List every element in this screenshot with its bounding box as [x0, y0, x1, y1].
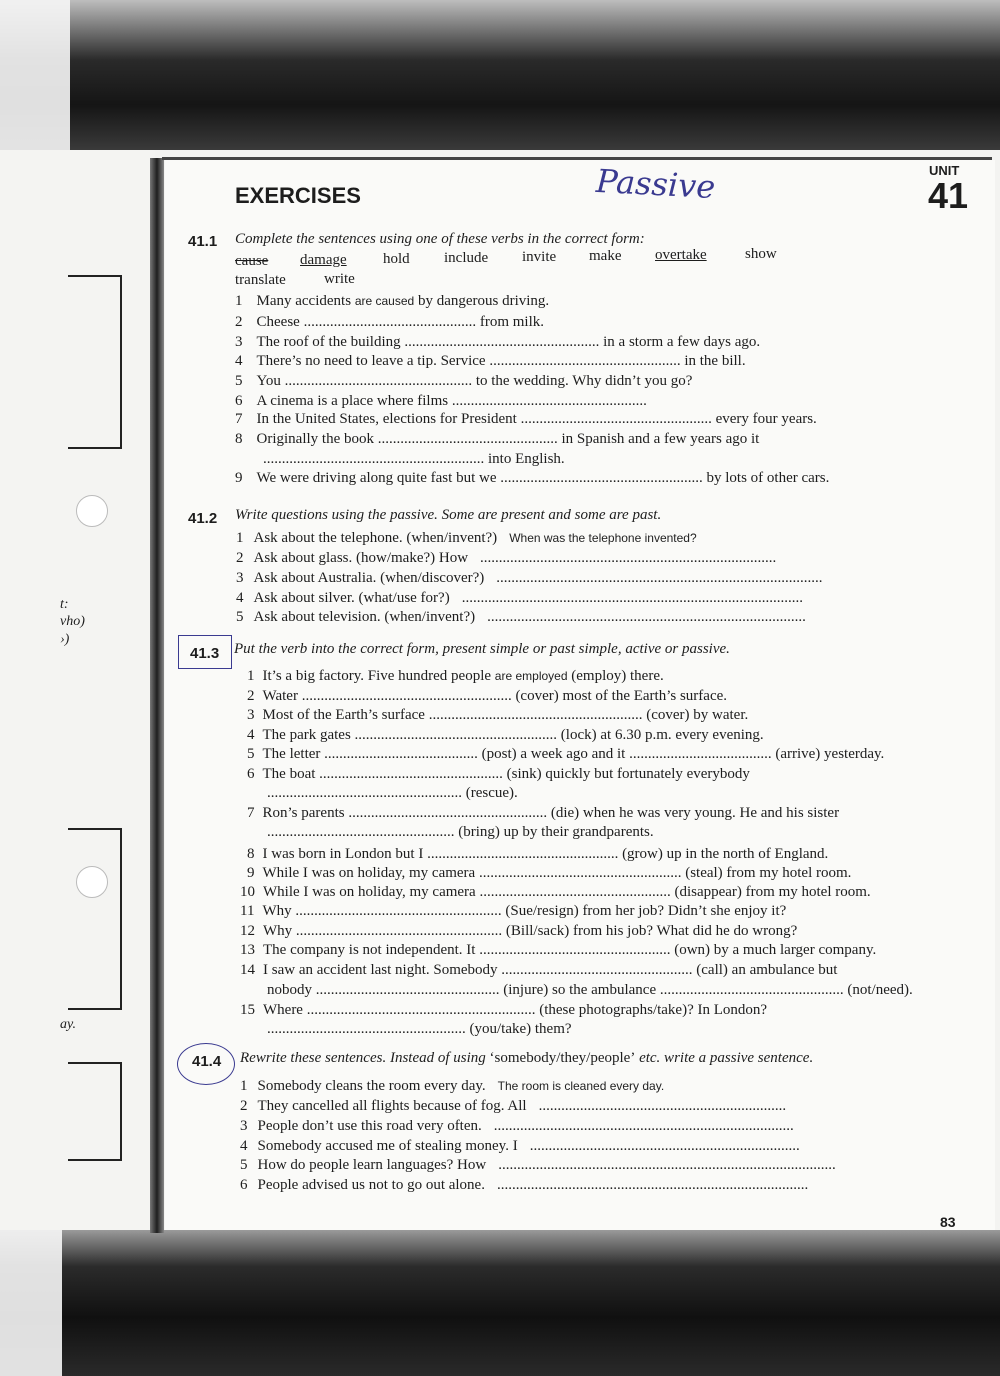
item-text: How do people learn languages? How: [257, 1157, 487, 1173]
answer-blank: ...................................................: [520, 411, 712, 427]
answer-blank: .....................................................................................: [487, 609, 806, 625]
item-text-end: every four years.: [711, 411, 817, 427]
exercise-item: [240, 942, 876, 959]
margin-bracket: [68, 1062, 122, 1161]
verb-option: translate: [235, 272, 286, 288]
exercise-item: [236, 590, 803, 607]
exercise-item: [240, 1098, 786, 1115]
item-number: 1: [236, 530, 244, 546]
item-text-end: in the bill.: [680, 353, 746, 369]
item-number: 6: [235, 393, 243, 409]
item-number: 4: [236, 590, 244, 606]
item-number: 2: [235, 314, 243, 330]
exercise-item: [240, 903, 786, 920]
answer-blank: .....................................................: [267, 1021, 466, 1037]
exercise-item: [247, 785, 518, 802]
scan-dark-border-bottom: [0, 1230, 1000, 1376]
exercise-item: [235, 411, 817, 428]
margin-bracket: [68, 275, 122, 449]
exercise-item: [240, 1002, 767, 1019]
item-verb-hint: (disappear) from my hotel room.: [670, 884, 871, 900]
item-text: The boat: [262, 766, 320, 782]
exercise-item: [240, 1177, 808, 1194]
answer-blank: .....................................................: [348, 805, 548, 821]
exercise-item: [235, 451, 565, 468]
item-number: 1: [235, 293, 243, 309]
item-verb-hint: (own) by a much larger company.: [670, 942, 877, 958]
exercise-instruction: Put the verb into the correct form, present simple or past simple, active or passive.: [234, 641, 730, 657]
answer-blank: .........................................: [324, 746, 478, 762]
item-text: I saw an accident last night. Somebody: [263, 962, 502, 978]
item-text: The letter: [262, 746, 325, 762]
item-number: 9: [247, 865, 255, 881]
item-verb-hint: (injure) so the ambulance: [499, 982, 660, 998]
page-title: EXERCISES: [235, 183, 361, 208]
item-text: nobody: [267, 982, 316, 998]
item-text: Where: [263, 1002, 307, 1018]
exercise-item: [235, 373, 692, 390]
item-verb-hint: (cover) by water.: [642, 707, 749, 723]
exercise-number: 41.2: [188, 510, 218, 527]
item-number: 3: [240, 1118, 248, 1134]
item-text: Many accidents: [256, 293, 355, 309]
item-text: Ron’s parents: [262, 805, 349, 821]
item-number: 7: [247, 805, 255, 821]
answer-blank: ...................................................: [427, 846, 619, 862]
answer-blank: ...................................................................................: [496, 1177, 809, 1193]
margin-text: vho): [60, 614, 85, 629]
exercise-item: [235, 393, 647, 410]
exercise-item: [247, 846, 828, 863]
item-number: 9: [235, 470, 243, 486]
answer-blank: ......................................................: [478, 865, 682, 881]
item-number: 2: [247, 688, 255, 704]
answer-blank: ................................................................................: [493, 1118, 794, 1134]
item-verb-hint: (die) when he was very young. He and his sister: [547, 805, 840, 821]
item-number: 12: [240, 923, 255, 939]
item-text: The roof of the building: [256, 334, 405, 350]
item-verb-hint: (you/take) them?: [465, 1021, 572, 1037]
answer-blank: ...............................................................................: [480, 550, 777, 566]
item-verb-hint: (employ) there.: [567, 668, 664, 684]
exercise-item: [236, 530, 697, 547]
item-text: People advised us not to go out alone.: [257, 1177, 485, 1193]
exercise-item: [235, 314, 544, 331]
exercise-number: 41.3: [190, 645, 220, 662]
exercise-item: [240, 884, 871, 901]
item-number: 15: [240, 1002, 255, 1018]
answer-blank: ..................................................: [267, 824, 455, 840]
item-text: Cheese: [256, 314, 304, 330]
margin-text: t:: [60, 597, 69, 612]
answer-blank: ...................................................: [479, 942, 671, 958]
answer-blank: ..................................................................: [538, 1098, 787, 1114]
item-verb-hint: (cover) most of the Earth’s surface.: [511, 688, 728, 704]
item-text: Ask about television. (when/invent?): [253, 609, 476, 625]
item-text: You: [256, 373, 285, 389]
item-verb-hint: (Sue/resign) from her job? Didn’t she enjoy it?: [501, 903, 787, 919]
unit-number: 41: [928, 175, 969, 216]
item-text: Ask about silver. (what/use for?): [253, 590, 450, 606]
item-number: 11: [240, 903, 255, 919]
exercise-item: [236, 570, 823, 587]
item-verb-hint: (arrive) yesterday.: [771, 746, 885, 762]
handwritten-answer: When was the telephone invented?: [509, 531, 697, 545]
item-number: 3: [236, 570, 244, 586]
exercise-item: [247, 982, 913, 999]
verb-option-crossed: cause: [235, 253, 269, 269]
item-verb-hint: (sink) quickly but fortunately everybody: [502, 766, 750, 782]
item-text: The company is not independent. It: [263, 942, 480, 958]
item-text: Ask about Australia. (when/discover?): [253, 570, 485, 586]
item-number: 4: [240, 1138, 248, 1154]
page-number: 83: [940, 1214, 956, 1230]
item-number: 5: [247, 746, 255, 762]
verb-option: include: [444, 250, 489, 266]
exercise-instruction: Complete the sentences using one of these verbs in the correct form:: [235, 231, 645, 247]
exercise-item: [240, 1138, 800, 1155]
item-verb-hint: (these photographs/take)? In London?: [535, 1002, 768, 1018]
item-number: 2: [240, 1098, 248, 1114]
exercise-item: [247, 865, 851, 882]
answer-blank: .......................................................: [295, 903, 502, 919]
item-text-end: to the wedding. Why didn’t you go?: [472, 373, 693, 389]
item-number: 1: [247, 668, 255, 684]
item-verb-hint: (lock) at 6.30 p.m. every evening.: [557, 727, 764, 743]
answer-blank: ........................................................................: [529, 1138, 800, 1154]
item-text-end: by lots of other cars.: [702, 470, 830, 486]
answer-blank: ....................................................: [404, 334, 600, 350]
verb-option: write: [324, 271, 355, 287]
exercise-item: [240, 923, 797, 940]
answer-blank: ...................................................: [479, 884, 671, 900]
exercise-number: 41.1: [188, 233, 218, 250]
item-text-end: into English.: [484, 451, 565, 467]
exercise-item: [247, 824, 654, 841]
page-binding-edge: [150, 158, 164, 1233]
item-text: They cancelled all flights because of fog. All: [257, 1098, 527, 1114]
item-text: A cinema is a place where films: [256, 393, 452, 409]
answer-blank: .......................................................: [295, 923, 503, 939]
exercise-item: [247, 727, 764, 744]
item-text-end: in Spanish and a few years ago it: [557, 431, 760, 447]
exercise-item: [247, 688, 727, 705]
item-number: 3: [247, 707, 255, 723]
answer-blank: ....................................................: [451, 393, 647, 409]
margin-bracket: [68, 828, 122, 1010]
item-verb-hint: (call) an ambulance but: [692, 962, 838, 978]
answer-blank: ......................................................: [500, 470, 703, 486]
item-text: I was born in London but I: [262, 846, 428, 862]
item-number: 2: [236, 550, 244, 566]
item-text: We were driving along quite fast but we: [256, 470, 501, 486]
item-number: 6: [240, 1177, 248, 1193]
item-number: 3: [235, 334, 243, 350]
scan-dark-border-top: [0, 0, 1000, 150]
verb-option: overtake: [655, 247, 707, 263]
verb-option: invite: [522, 249, 557, 265]
item-text: Why: [262, 903, 296, 919]
item-text: In the United States, elections for President: [256, 411, 521, 427]
item-number: 1: [240, 1078, 248, 1094]
item-number: 5: [235, 373, 243, 389]
answer-blank: .................................................: [319, 766, 503, 782]
item-text: Somebody cleans the room every day.: [257, 1078, 486, 1094]
item-verb-hint: (grow) up in the north of England.: [618, 846, 829, 862]
punch-hole: [76, 866, 108, 898]
margin-text: ›): [60, 632, 70, 647]
item-text: Ask about glass. (how/make?) How: [253, 550, 469, 566]
item-verb-hint: (bring) up by their grandparents.: [454, 824, 654, 840]
handwritten-answer: The room is cleaned every day.: [497, 1079, 665, 1093]
item-text-end: by dangerous driving.: [414, 293, 550, 309]
item-number: 14: [240, 962, 255, 978]
item-text-end: from milk.: [476, 314, 544, 330]
exercise-number: 41.4: [192, 1053, 222, 1070]
item-number: 4: [247, 727, 255, 743]
unit-label: UNIT: [929, 163, 960, 178]
handwritten-note: Passive: [595, 161, 717, 207]
item-verb-hint: (Bill/sack) from his job? What did he do wrong?: [502, 923, 798, 939]
answer-blank: ..................................................: [284, 373, 473, 389]
exercise-instruction: Write questions using the passive. Some are present and some are past.: [235, 507, 662, 523]
answer-blank: ...........................................................: [263, 451, 485, 467]
answer-blank: ......................................: [629, 746, 772, 762]
exercise-item: [247, 668, 664, 685]
item-text: There’s no need to leave a tip. Service: [256, 353, 490, 369]
exercise-instruction: Rewrite these sentences. Instead of using ‘somebody/they/people’ etc. write a passive sentence.: [240, 1050, 814, 1066]
verb-option: hold: [383, 251, 410, 267]
answer-blank: .............................................................: [306, 1002, 536, 1018]
item-text: Somebody accused me of stealing money. I: [257, 1138, 518, 1154]
item-text: While I was on holiday, my camera: [262, 865, 479, 881]
answer-blank: ...................................................: [489, 353, 681, 369]
item-text: While I was on holiday, my camera: [263, 884, 480, 900]
item-number: 7: [235, 411, 243, 427]
item-text: It’s a big factory. Five hundred people: [262, 668, 495, 684]
answer-blank: ...................................................: [501, 962, 693, 978]
exercise-item: [235, 470, 829, 487]
item-number: 4: [235, 353, 243, 369]
item-number: 10: [240, 884, 255, 900]
item-text-end: in a storm a few days ago.: [599, 334, 761, 350]
verb-option: show: [745, 246, 777, 262]
exercise-item: [236, 609, 806, 626]
answer-blank: .........................................................: [428, 707, 643, 723]
item-text: Why: [263, 923, 296, 939]
item-text: The park gates: [262, 727, 355, 743]
exercise-item: [240, 1118, 794, 1135]
item-text: Ask about the telephone. (when/invent?): [253, 530, 498, 546]
item-text: Water: [262, 688, 302, 704]
answer-blank: ....................................................: [267, 785, 462, 801]
exercise-item: [240, 1157, 836, 1174]
item-number: 8: [235, 431, 243, 447]
exercise-item: [235, 334, 760, 351]
answer-blank: ...........................................................................................: [461, 590, 803, 606]
verb-option: damage: [300, 252, 347, 268]
item-number: 13: [240, 942, 255, 958]
margin-text: ay.: [60, 1017, 76, 1032]
exercise-item: [236, 550, 776, 567]
exercise-item: [247, 746, 884, 763]
answer-blank: ........................................................: [301, 688, 512, 704]
item-verb-hint: (post) a week ago and it: [477, 746, 630, 762]
item-number: 5: [240, 1157, 248, 1173]
page-top-edge: [162, 157, 992, 160]
exercise-item: [247, 805, 839, 822]
answer-blank: .................................................: [659, 982, 844, 998]
item-number: 5: [236, 609, 244, 625]
exercise-item: [247, 707, 748, 724]
exercise-item: [235, 431, 759, 448]
punch-hole: [76, 495, 108, 527]
verb-option: make: [589, 248, 622, 264]
item-number: 8: [247, 846, 255, 862]
exercise-item: [247, 766, 750, 783]
exercise-item: [247, 1021, 572, 1038]
item-verb-hint: (not/need).: [843, 982, 913, 998]
handwritten-answer: are caused: [354, 294, 415, 308]
item-verb-hint: (steal) from my hotel room.: [681, 865, 852, 881]
exercise-item: [240, 1078, 664, 1095]
answer-blank: ......................................................: [354, 727, 558, 743]
answer-blank: .................................................: [315, 982, 500, 998]
answer-blank: ..............................................: [303, 314, 477, 330]
exercise-item: [235, 353, 746, 370]
item-verb-hint: (rescue).: [462, 785, 518, 801]
item-text: Originally the book: [256, 431, 378, 447]
answer-blank: ..........................................................................................: [498, 1157, 836, 1173]
answer-blank: .......................................................................................: [496, 570, 823, 586]
exercise-item: [240, 962, 837, 979]
answer-blank: ................................................: [377, 431, 558, 447]
handwritten-answer: are employed: [494, 669, 568, 683]
item-number: 6: [247, 766, 255, 782]
item-text: People don’t use this road very often.: [257, 1118, 482, 1134]
item-text: Most of the Earth’s surface: [262, 707, 429, 723]
exercise-item: [235, 293, 549, 310]
